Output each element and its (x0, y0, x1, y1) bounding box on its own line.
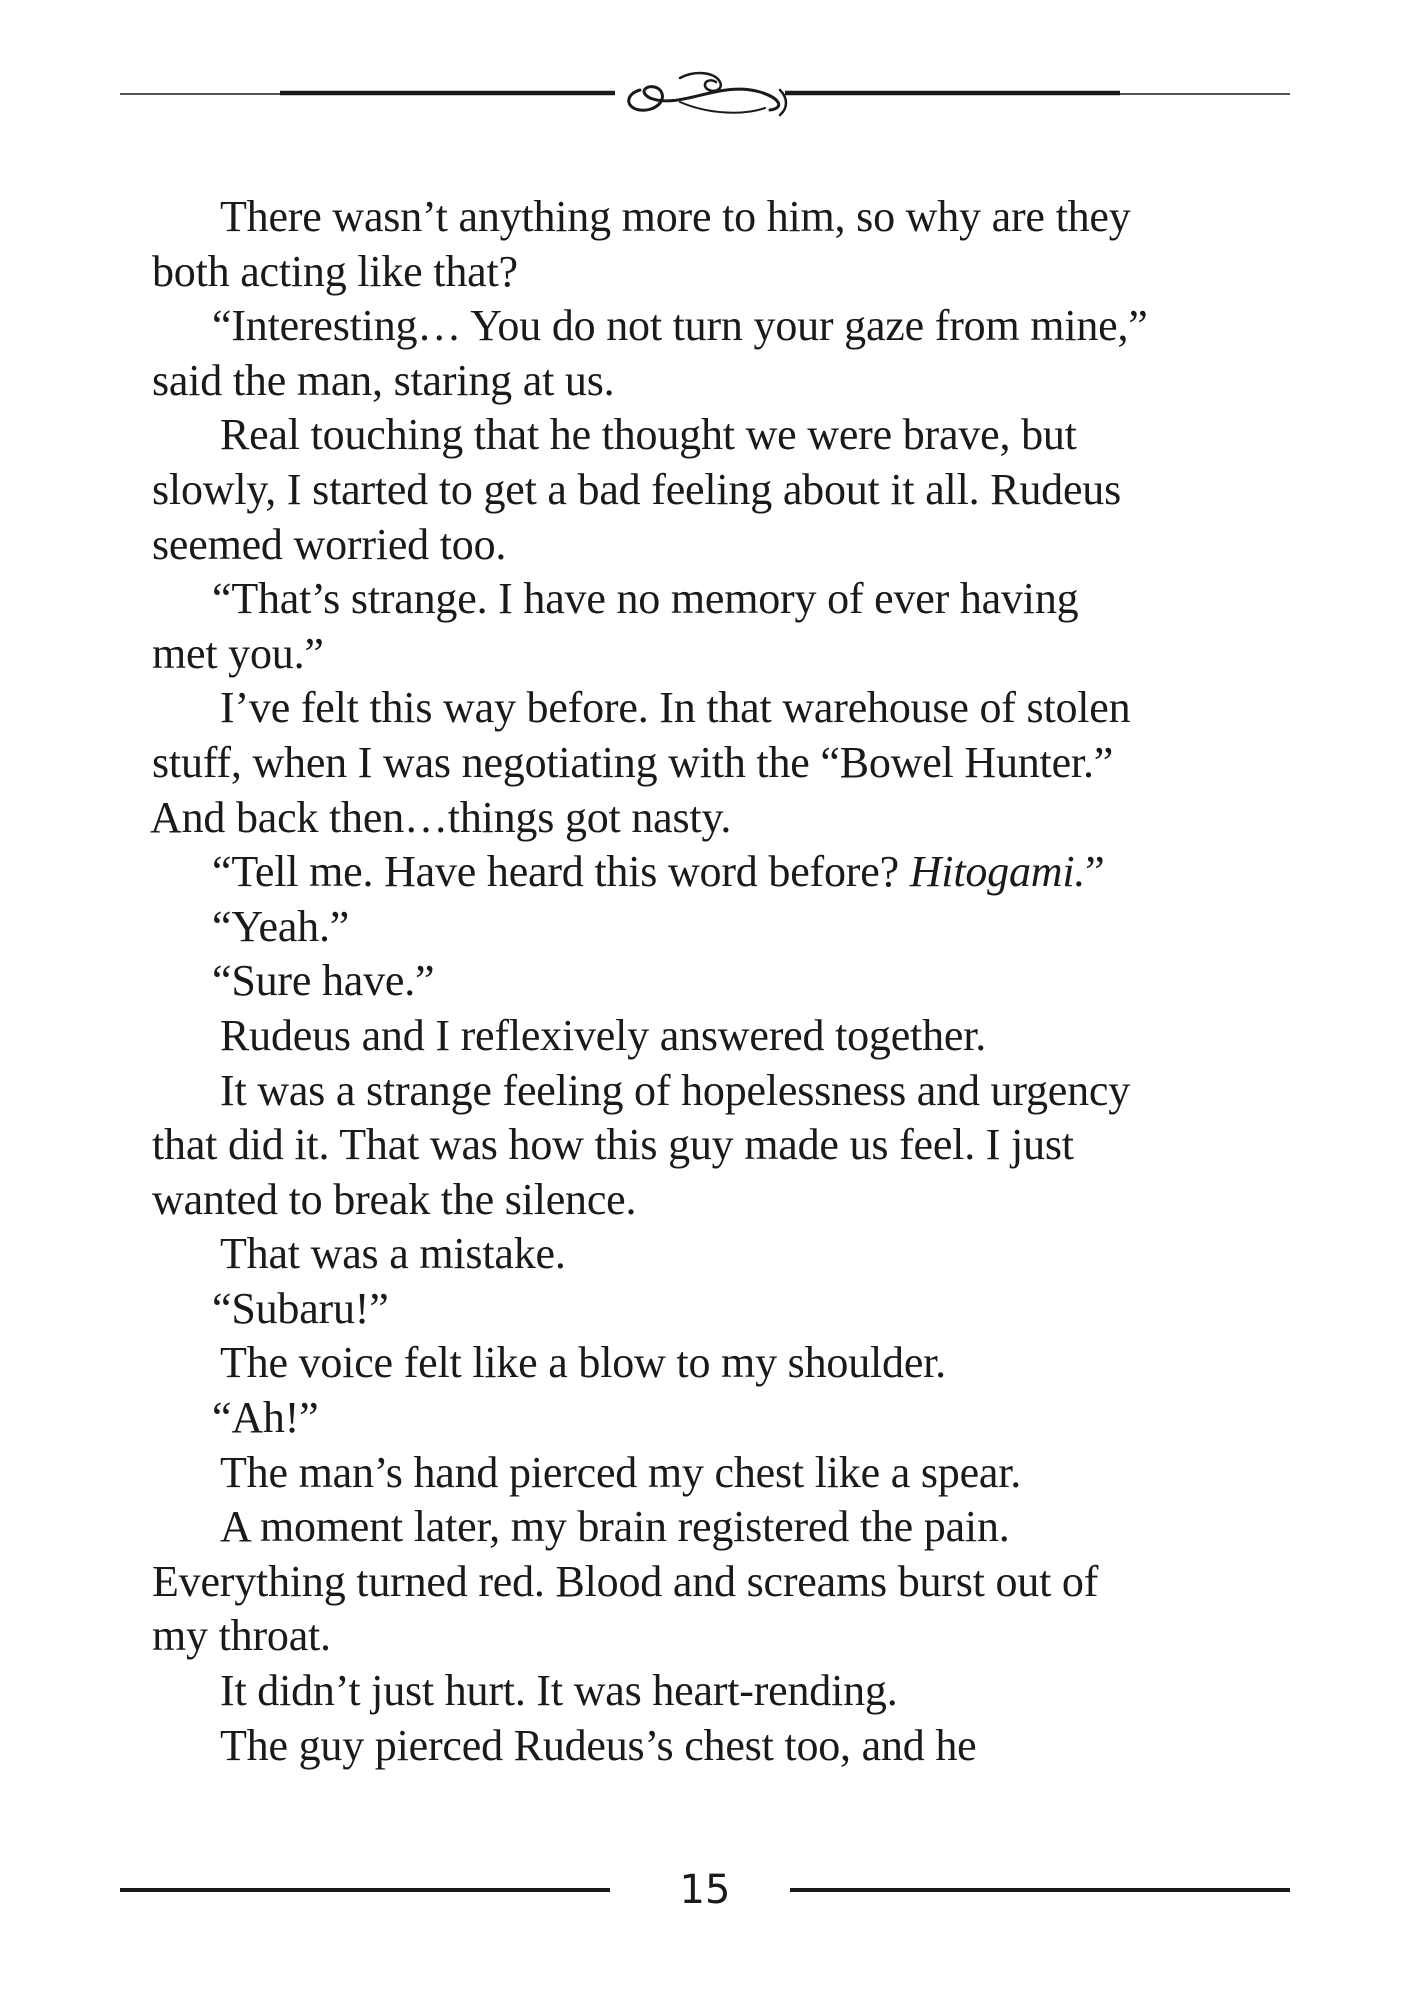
text-line: that did it. That was how this guy made us feel. I just (152, 1120, 1074, 1170)
text-line: “Ah!” (212, 1393, 319, 1443)
text-line: A moment later, my brain registered the pain. (220, 1502, 1010, 1552)
text-line: said the man, staring at us. (152, 355, 615, 405)
text-line: That was a mistake. (220, 1229, 566, 1279)
text-line: The voice felt like a blow to my shoulder. (220, 1338, 946, 1388)
italic-word: Hitogami. (909, 847, 1086, 897)
text-line: stuff, when I was negotiating with the “Bowel Hunter.” (152, 737, 1114, 787)
text-line: “Yeah.” (212, 901, 350, 951)
text-line: And back then…things got nasty. (150, 792, 732, 842)
text-line: There wasn’t anything more to him, so why are they (220, 192, 1131, 241)
text-line: “Sure have.” (212, 956, 435, 1006)
text-line: Real touching that he thought we were brave, but (220, 410, 1077, 460)
page-footer (120, 1860, 1290, 1920)
text-line: slowly, I started to get a bad feeling about it all. Rudeus (152, 464, 1122, 514)
chapter-body-text (150, 190, 1250, 1773)
text-line: met you.” (152, 628, 324, 678)
text-line: seemed worried too. (152, 519, 507, 569)
text-line: “Subaru!” (212, 1283, 389, 1333)
text-line: I’ve felt this way before. In that warehouse of stolen (220, 683, 1131, 733)
footer-rule-right (790, 1888, 1290, 1892)
text-line: both acting like that? (152, 246, 518, 296)
text-line (150, 845, 1250, 900)
header-ornament (120, 60, 1290, 130)
flourish-divider-icon (120, 60, 1290, 130)
page-number: 15 (679, 1867, 731, 1913)
text-line: The guy pierced Rudeus’s chest too, and he (220, 1720, 977, 1770)
text-line: wanted to break the silence. (152, 1174, 637, 1224)
text-line: Everything turned red. Blood and screams burst out of (152, 1556, 1099, 1606)
text-line: The man’s hand pierced my chest like a spear. (220, 1447, 1022, 1497)
text-line-roman: “Tell me. Have heard this word before? (212, 847, 910, 897)
text-line: Rudeus and I reflexively answered together. (220, 1010, 987, 1060)
text-line: “Interesting… You do not turn your gaze from mine,” (212, 301, 1148, 351)
text-line: It was a strange feeling of hopelessness and urgency (220, 1065, 1131, 1115)
closing-quote: ” (1085, 847, 1105, 897)
text-line: “That’s strange. I have no memory of ever having (212, 574, 1079, 624)
text-line: my throat. (152, 1611, 331, 1661)
text-line: It didn’t just hurt. It was heart-rending. (220, 1666, 898, 1716)
footer-rule-left (120, 1888, 610, 1892)
